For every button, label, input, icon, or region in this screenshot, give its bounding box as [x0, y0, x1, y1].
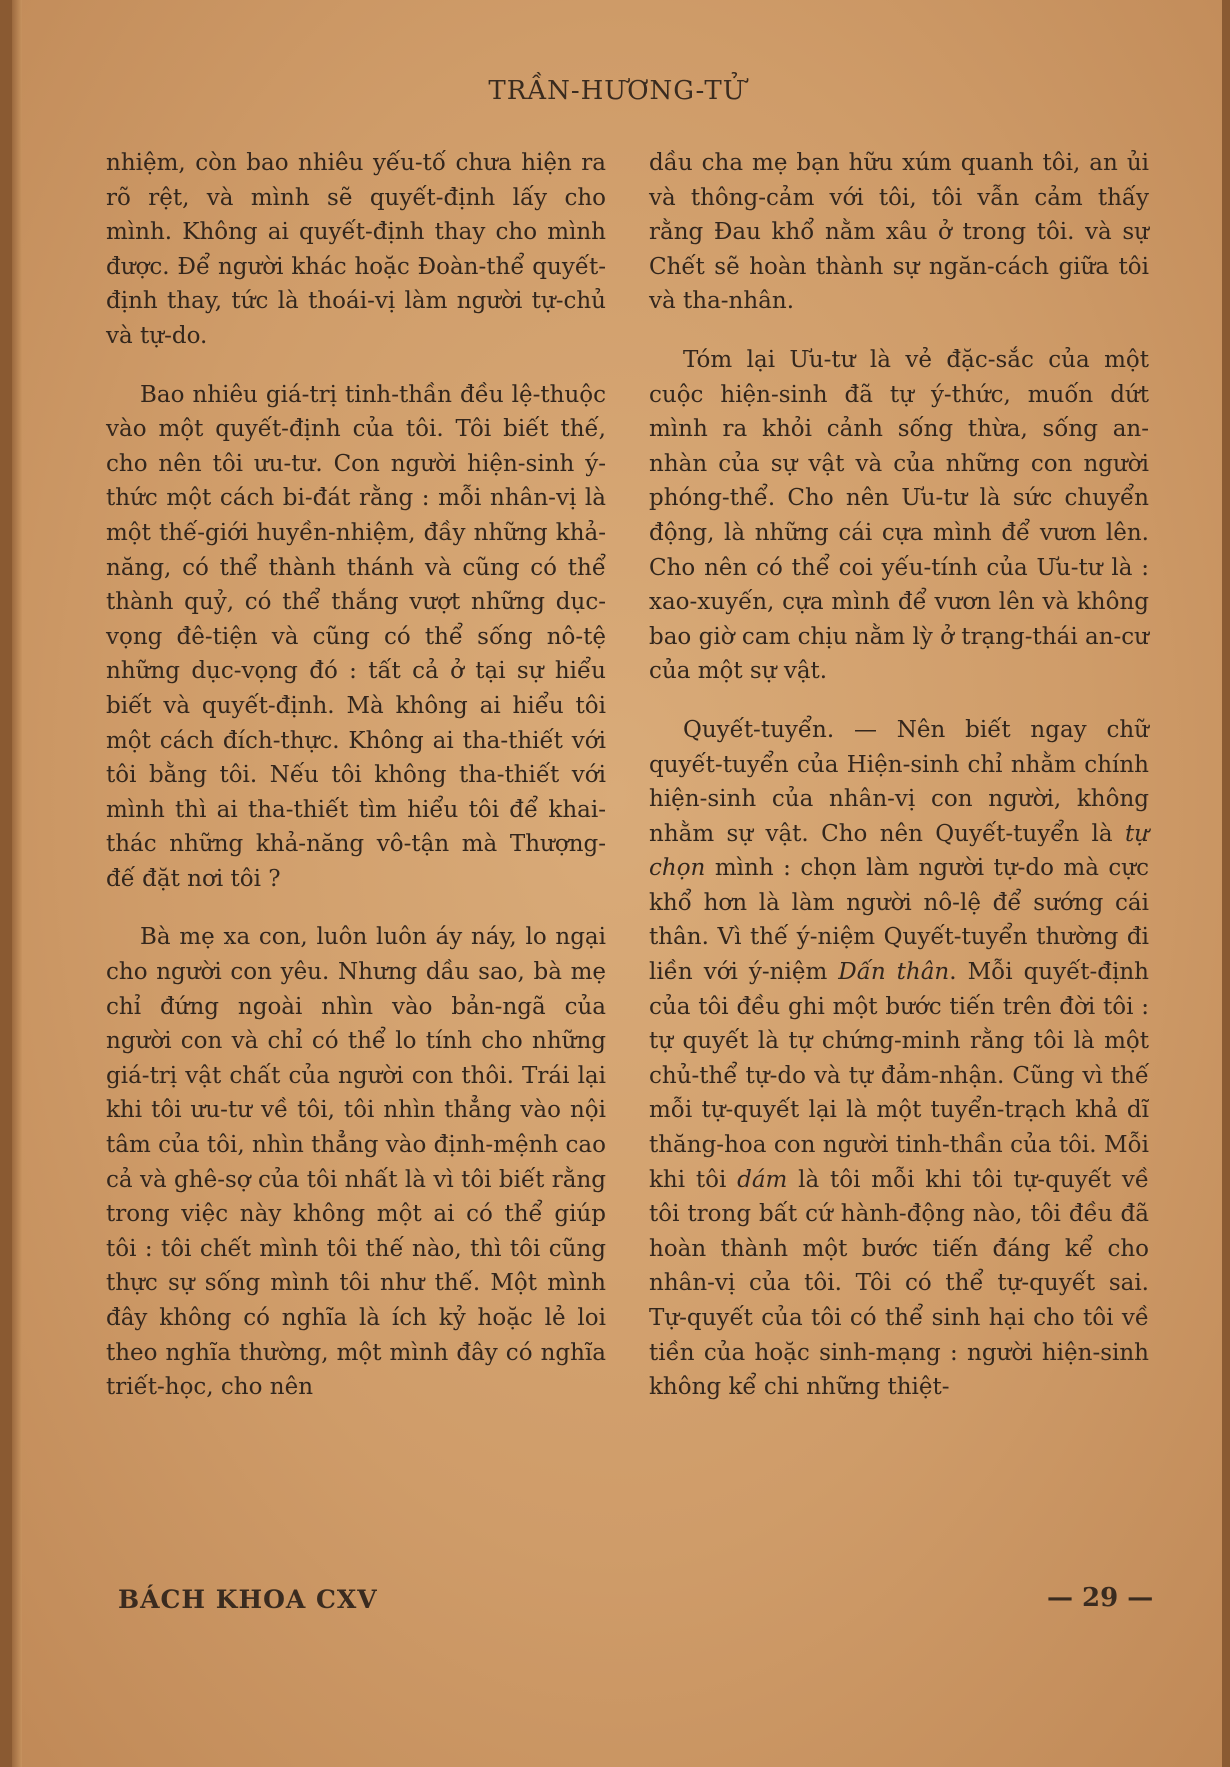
left-paragraph-2: Bao nhiêu giá-trị tinh-thần đều lệ-thuộc vào một quyết-định của tôi. Tôi biết thế, cho nên tôi ưu-tư. Con người hiện-sinh ý-thức một cách bi-đát rằng : mỗi nhân-vị là một thế-giới huyền-nhiệm, đầy những khả-năng, có thể thành thánh và cũng có thể thành quỷ, có thể thắng vượt những dục-vọng đê-tiện và cũng có thể sống nô-tệ những dục-vọng đó : tất cả ở tại sự hiểu biết và quyết-định. Mà không ai hiểu tôi một cách đích-thực. Không ai tha-thiết với tôi bằng tôi. Nếu tôi không tha-thiết với mình thì ai tha-thiết tìm hiểu tôi để khai-thác những khả-năng vô-tận mà Thượng-đế đặt nơi tôi ?	[106, 381, 606, 892]
right-paragraph-1: dầu cha mẹ bạn hữu xúm quanh tôi, an ủi và thông-cảm với tôi, tôi vẫn cảm thấy rằng Đau khổ nằm xâu ở trong tôi. và sự Chết sẽ hoàn thành sự ngăn-cách giữa tôi và tha-nhân.	[649, 150, 1149, 315]
page-spine-edge	[12, 0, 22, 1767]
right-paragraph-3-part-d: là tôi mỗi khi tôi tự-quyết về tôi trong bất cứ hành-động nào, tôi đều đã hoàn thành một bước tiến đáng kể cho nhân-vị của tôi. Tôi có thể tự-quyết sai. Tự-quyết của tôi có thể sinh hại cho tôi về tiền của hoặc sinh-mạng : người hiện-sinh không kể chi những thiệt-	[649, 1166, 1149, 1401]
emphasis-dam: dám	[737, 1166, 788, 1193]
emphasis-dan-than: Dấn thân	[838, 959, 950, 986]
section-heading-quyet-tuyen: Quyết-tuyển.	[683, 716, 835, 743]
right-paragraph-3-part-b: mình : chọn làm người tự-do mà cực khổ hơn là làm người nô-lệ để sướng cái thân. Vì thế ý-niệm Quyết-tuyển thường đi liền với ý-niệm	[649, 855, 1149, 986]
right-paragraph-3	[649, 713, 1149, 1405]
magazine-page	[12, 0, 1222, 1767]
right-paragraph-3-part-c: . Mỗi quyết-định của tôi đều ghi một bước tiến trên đời tôi : tự quyết là tự chứng-minh rằng tôi là một chủ-thể tự-do và tự đảm-nhận. Cũng vì thế mỗi tự-quyết lại là một tuyển-trạch khả dĩ thăng-hoa con người tinh-thần của tôi. Mỗi khi tôi	[649, 959, 1149, 1193]
right-column	[649, 146, 1149, 1429]
running-head-author: TRẦN-HƯƠNG-TỬ	[488, 76, 746, 106]
left-paragraph-1: nhiệm, còn bao nhiêu yếu-tố chưa hiện ra rõ rệt, và mình sẽ quyết-định lấy cho mình. Không ai quyết-định thay cho mình được. Để người khác hoặc Đoàn-thể quyết-định thay, tức là thoái-vị làm người tự-chủ và tự-do.	[106, 150, 606, 349]
footer-publication: BÁCH KHOA CXV	[118, 1585, 378, 1614]
footer-page-number: — 29 —	[1047, 1583, 1154, 1613]
left-paragraph-3: Bà mẹ xa con, luôn luôn áy náy, lo ngại cho người con yêu. Nhưng dầu sao, bà mẹ chỉ đứng ngoài nhìn vào bản-ngã của người con và chỉ có thể lo tính cho những giá-trị vật chất của người con thôi. Trái lại khi tôi ưu-tư về tôi, tôi nhìn thẳng vào nội tâm của tôi, nhìn thẳng vào định-mệnh cao cả và ghê-sợ của tôi nhất là vì tôi biết rằng trong việc này không một ai có thể giúp tôi : tôi chết mình tôi thế nào, thì tôi cũng thực sự sống mình tôi như thế. Một mình đây không có nghĩa là ích kỷ hoặc lẻ loi theo nghĩa thường, một mình đây có nghĩa triết-học, cho nên	[106, 924, 606, 1401]
emphasis-tu-chon: tự chọn	[649, 820, 1149, 882]
left-column	[106, 146, 606, 1429]
right-paragraph-2: Tóm lại Ưu-tư là vẻ đặc-sắc của một cuộc hiện-sinh đã tự ý-thức, muốn dứt mình ra khỏi cảnh sống thừa, sống an-nhàn của sự vật và của những con người phóng-thể. Cho nên Ưu-tư là sức chuyển động, là những cái cựa mình để vươn lên. Cho nên có thể coi yếu-tính của Ưu-tư là : xao-xuyến, cựa mình để vươn lên và không bao giờ cam chịu nằm lỳ ở trạng-thái an-cư của một sự vật.	[649, 346, 1149, 685]
right-paragraph-3-part-a: — Nên biết ngay chữ quyết-tuyển của Hiện-sinh chỉ nhằm chính hiện-sinh của nhân-vị con người, không nhằm sự vật. Cho nên Quyết-tuyển là	[649, 716, 1149, 847]
